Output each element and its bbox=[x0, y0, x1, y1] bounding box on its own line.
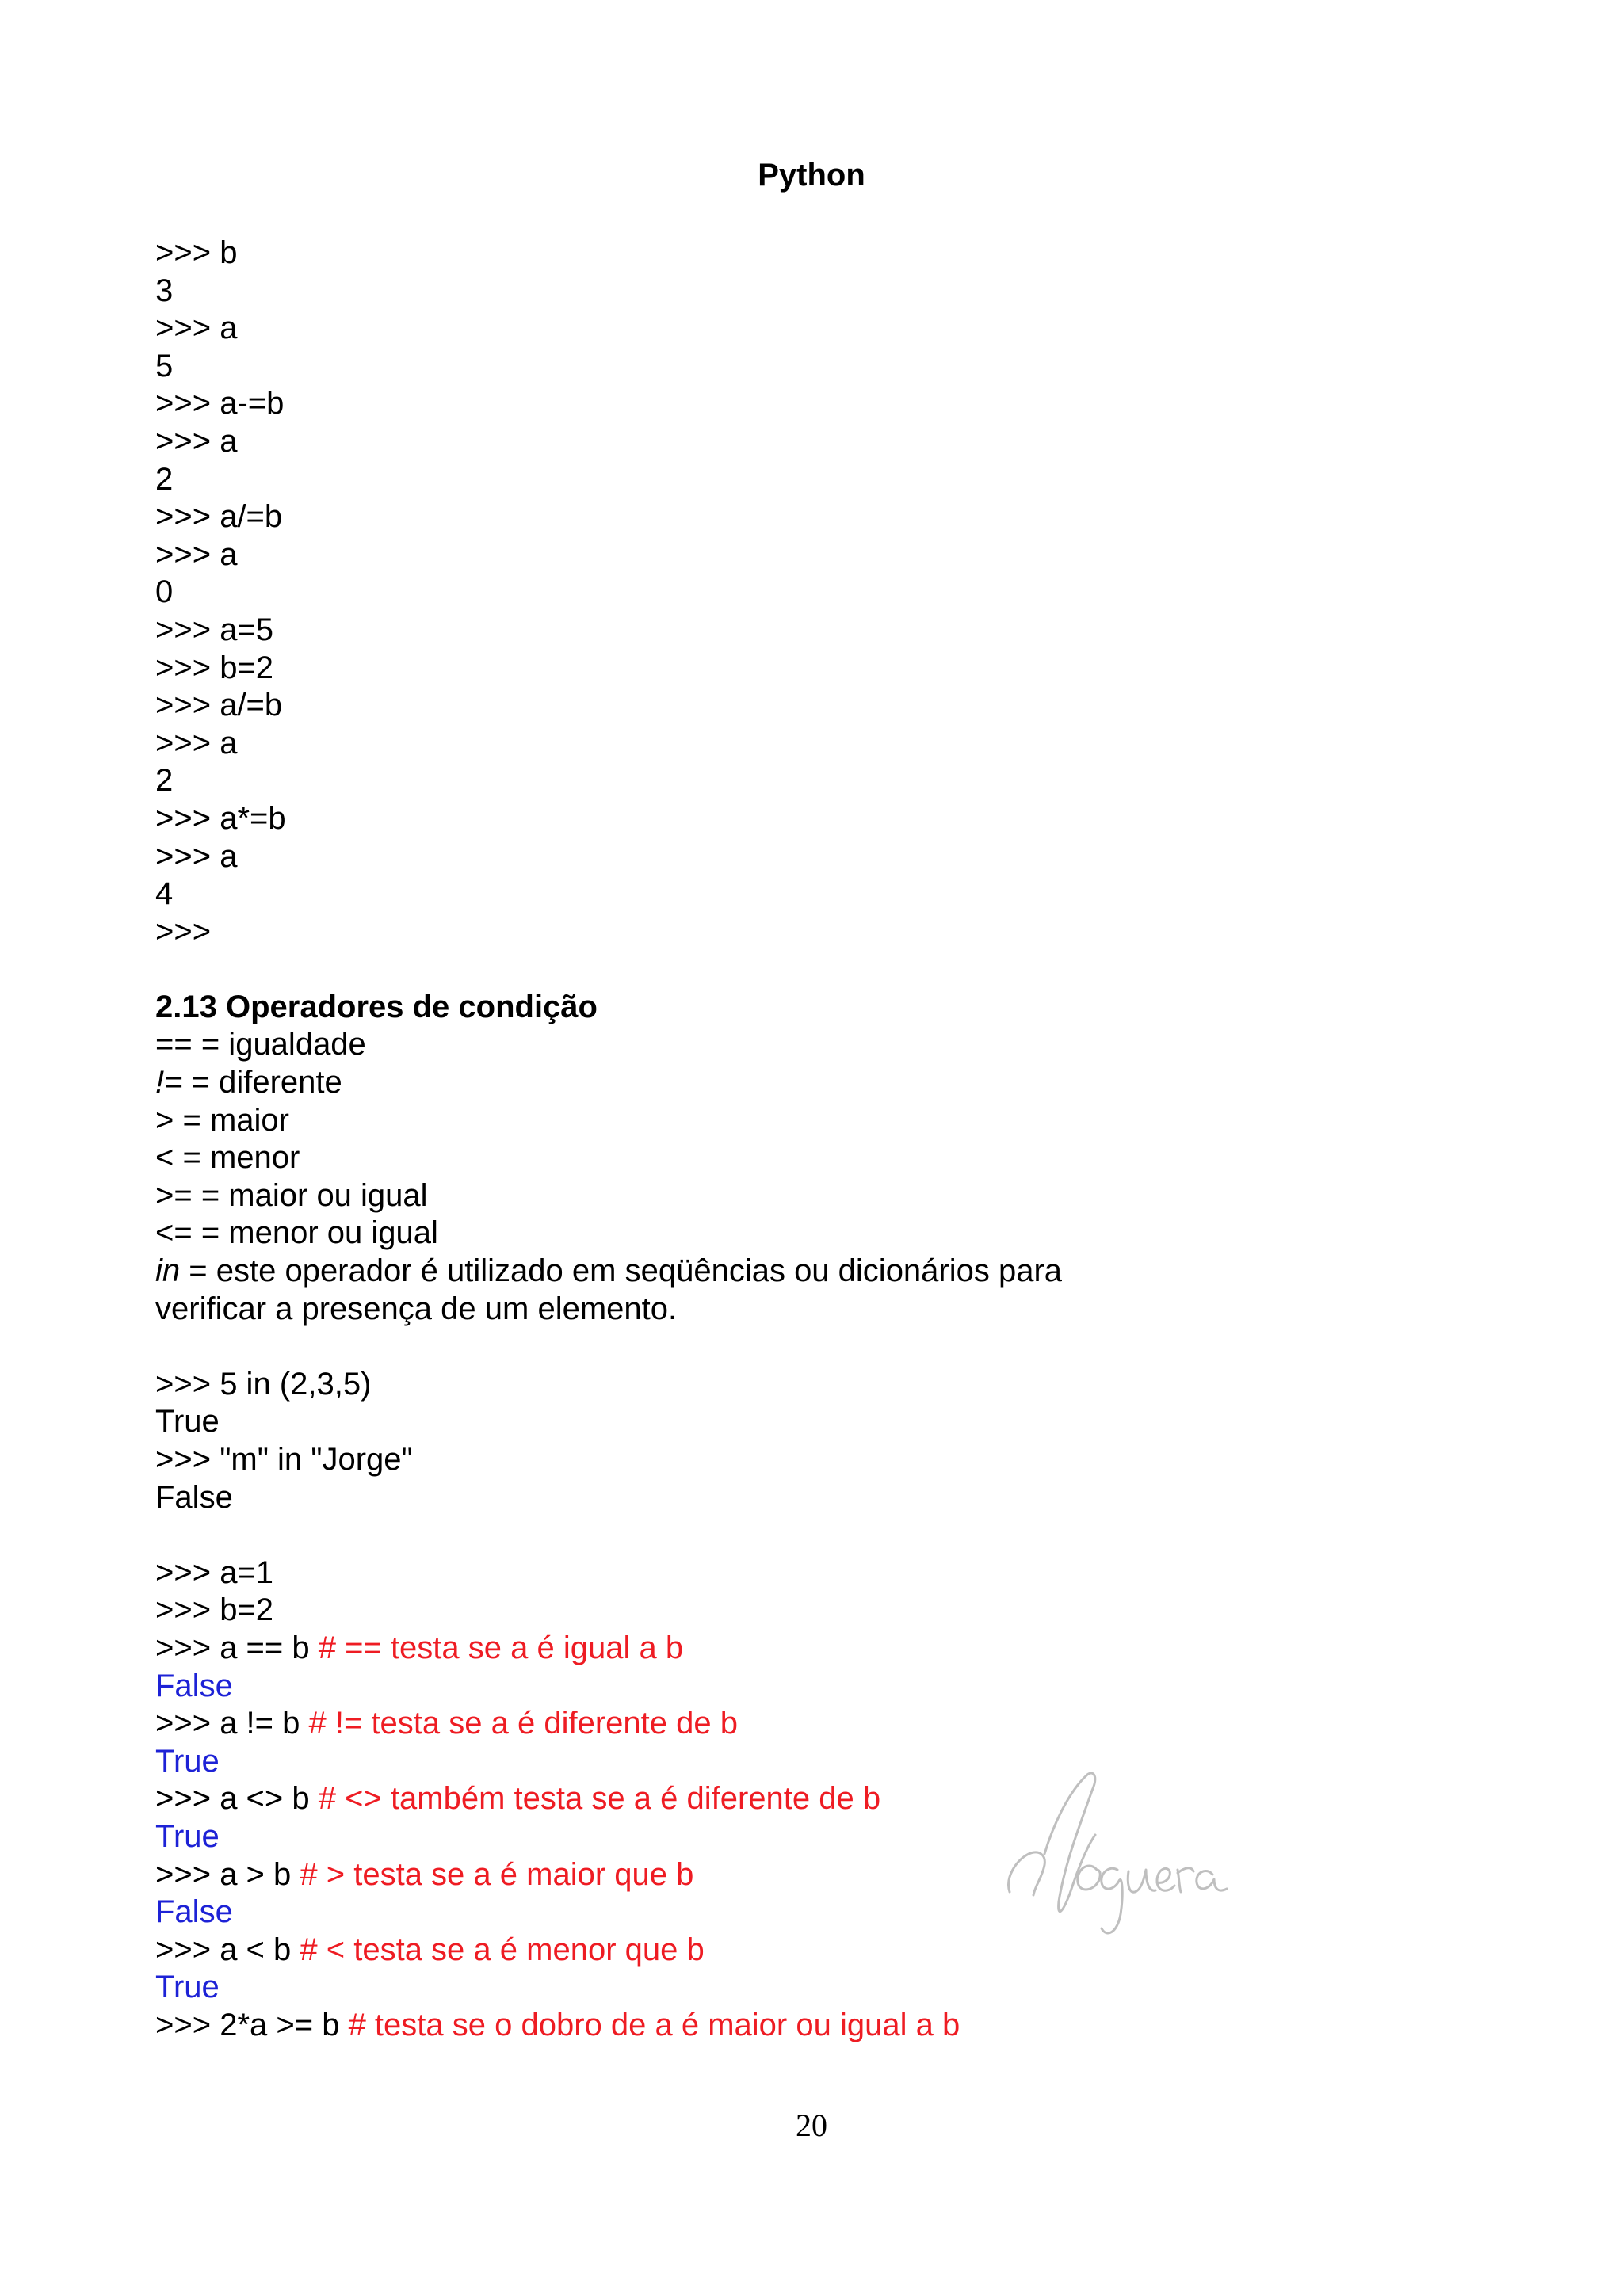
console-line: >>> a bbox=[155, 725, 238, 761]
console-line: >>> a*=b bbox=[155, 800, 286, 836]
spacer bbox=[155, 951, 1503, 989]
code-text: >>> a > b bbox=[155, 1856, 300, 1892]
operator-symbol: > bbox=[155, 1102, 174, 1138]
result-line: True bbox=[155, 1818, 220, 1854]
operator-description-continued: verificar a presença de um elemento. bbox=[155, 1291, 678, 1326]
section-heading: 2.13 Operadores de condição bbox=[155, 989, 598, 1024]
comparison-line bbox=[155, 1705, 1503, 1743]
signature-watermark bbox=[999, 1759, 1236, 1941]
console-line: 3 bbox=[155, 273, 174, 308]
console-line: >>> a bbox=[155, 536, 238, 572]
console-line: >>> b=2 bbox=[155, 650, 274, 685]
console-line: >>> a bbox=[155, 311, 238, 346]
operator-item bbox=[155, 1102, 1503, 1140]
console-block-in-operator bbox=[155, 1366, 1503, 1516]
console-line: 2 bbox=[155, 461, 174, 497]
console-line: >>> a-=b bbox=[155, 386, 285, 421]
result-line: True bbox=[155, 1743, 220, 1779]
operator-item bbox=[155, 1139, 1503, 1177]
console-line: >>> a=5 bbox=[155, 612, 274, 647]
console-line: >>> a/=b bbox=[155, 688, 283, 723]
operator-description: = igualdade bbox=[192, 1027, 366, 1062]
comparison-line bbox=[155, 2007, 1503, 2045]
code-comment: # == testa se a é igual a b bbox=[318, 1630, 684, 1665]
code-text: >>> 2*a >= b bbox=[155, 2007, 349, 2042]
comparison-line bbox=[155, 1932, 1503, 1970]
result-line: False bbox=[155, 1668, 233, 1703]
console-line: >>> "m" in "Jorge" bbox=[155, 1442, 413, 1477]
code-comment: # < testa se a é menor que b bbox=[300, 1932, 705, 1967]
code-comment: # testa se o dobro de a é maior ou igual a b bbox=[348, 2007, 960, 2042]
operator-symbol: != bbox=[155, 1065, 183, 1100]
console-line: >>> a bbox=[155, 423, 238, 459]
operator-description: = menor bbox=[174, 1140, 300, 1176]
page-content bbox=[155, 235, 1503, 2045]
page-number: 20 bbox=[796, 2107, 827, 2143]
operator-description: = menor ou igual bbox=[192, 1215, 438, 1251]
comparison-line bbox=[155, 1856, 1503, 1894]
comparison-line bbox=[155, 1630, 1503, 1668]
operator-item bbox=[155, 1177, 1503, 1215]
operator-symbol: < bbox=[155, 1140, 174, 1176]
console-line: 5 bbox=[155, 348, 174, 383]
console-block-assignment-operators bbox=[155, 235, 1503, 951]
operator-item bbox=[155, 1064, 1503, 1102]
console-line: >>> b=2 bbox=[155, 1592, 274, 1628]
console-line: 2 bbox=[155, 763, 174, 799]
console-line: >>> b bbox=[155, 235, 238, 270]
operator-description: = diferente bbox=[182, 1065, 342, 1100]
code-text: >>> a == b bbox=[155, 1630, 319, 1665]
code-text: >>> a != b bbox=[155, 1706, 309, 1741]
code-comment: # != testa se a é diferente de b bbox=[308, 1706, 738, 1741]
section-condition-operators bbox=[155, 989, 1503, 1328]
spacer bbox=[155, 1516, 1503, 1554]
operator-item bbox=[155, 1215, 1503, 1253]
operator-description: = maior bbox=[174, 1102, 289, 1138]
console-line: >>> 5 in (2,3,5) bbox=[155, 1366, 372, 1402]
code-comment: # > testa se a é maior que b bbox=[300, 1856, 694, 1892]
page-header-title: Python bbox=[758, 158, 865, 193]
operator-description: = este operador é utilizado em seqüências ou dicionários para bbox=[180, 1253, 1063, 1289]
spacer bbox=[155, 1328, 1503, 1366]
console-line: 4 bbox=[155, 876, 174, 912]
operator-item bbox=[155, 1026, 1503, 1064]
code-text: >>> a <> b bbox=[155, 1781, 319, 1817]
operator-symbol: >= bbox=[155, 1177, 193, 1213]
console-line: >>> a/=b bbox=[155, 499, 283, 535]
console-block-comparisons bbox=[155, 1554, 1503, 2045]
operator-symbol: == bbox=[155, 1027, 193, 1062]
console-line: False bbox=[155, 1479, 233, 1515]
code-comment: # <> também testa se a é diferente de b bbox=[318, 1781, 881, 1817]
console-line: >>> bbox=[155, 913, 212, 949]
operator-description: = maior ou igual bbox=[192, 1177, 428, 1213]
console-line: >>> a bbox=[155, 838, 238, 874]
result-line: False bbox=[155, 1894, 233, 1930]
operator-symbol: <= bbox=[155, 1215, 193, 1251]
console-line: True bbox=[155, 1404, 220, 1440]
comparison-line bbox=[155, 1780, 1503, 1818]
console-line: 0 bbox=[155, 574, 174, 610]
operator-item-in bbox=[155, 1253, 1503, 1291]
console-line: >>> a=1 bbox=[155, 1554, 274, 1590]
operator-symbol: in bbox=[155, 1253, 181, 1289]
result-line: True bbox=[155, 1970, 220, 2005]
code-text: >>> a < b bbox=[155, 1932, 300, 1967]
